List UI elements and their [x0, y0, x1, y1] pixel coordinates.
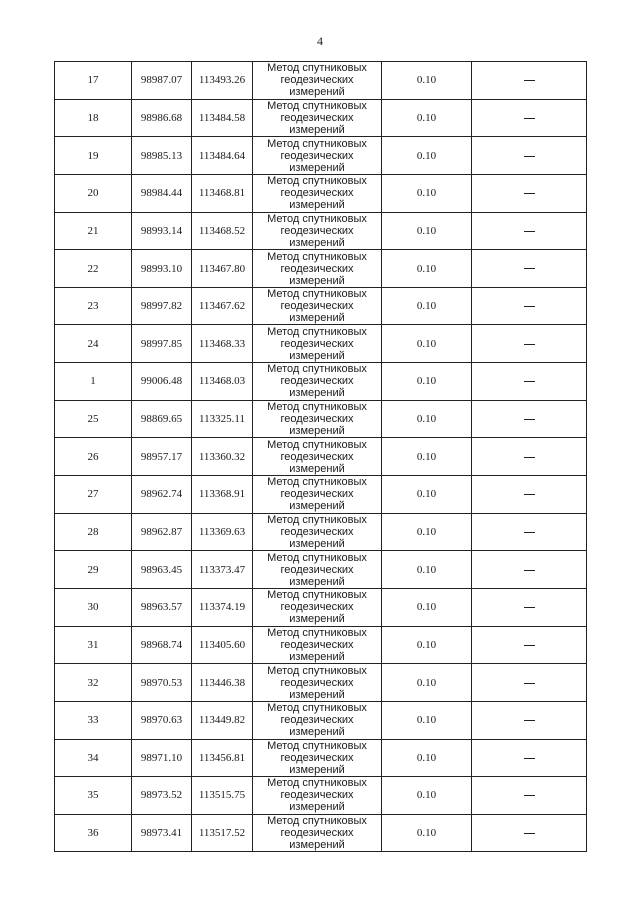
method-cell: [253, 664, 382, 702]
method-line-1: Метод спутниковых: [267, 551, 367, 564]
accuracy-cell: 0.10: [382, 99, 472, 137]
method-line-2: геодезических измерений: [280, 375, 354, 400]
table-row: [55, 287, 587, 325]
method-line-2: геодезических измерений: [280, 563, 354, 588]
accuracy-cell: 0.10: [382, 250, 472, 288]
method-line-2: геодезических измерений: [280, 413, 354, 438]
note-cell: [472, 513, 587, 551]
method-line-2: геодезических измерений: [280, 187, 354, 212]
x-coordinate-cell: 98993.10: [132, 250, 192, 288]
note-cell: [472, 212, 587, 250]
point-number-cell: 34: [55, 739, 132, 777]
method-line-2: геодезических измерений: [280, 300, 354, 325]
y-coordinate-cell: 113468.33: [192, 325, 253, 363]
accuracy-cell: 0.10: [382, 287, 472, 325]
note-cell: [472, 777, 587, 815]
dash-mark: [524, 80, 535, 81]
dash-mark: [524, 607, 535, 608]
method-cell: [253, 777, 382, 815]
point-number-cell: 23: [55, 287, 132, 325]
method-line-2: геодезических измерений: [280, 337, 354, 362]
coordinates-table-body: [55, 62, 587, 852]
method-line-1: Метод спутниковых: [267, 325, 367, 338]
method-line-1: Метод спутниковых: [267, 626, 367, 639]
dash-mark: [524, 381, 535, 382]
point-number-cell: 33: [55, 701, 132, 739]
accuracy-cell: 0.10: [382, 325, 472, 363]
accuracy-cell: 0.10: [382, 363, 472, 401]
method-line-2: геодезических измерений: [280, 827, 354, 852]
accuracy-cell: 0.10: [382, 513, 472, 551]
x-coordinate-cell: 98987.07: [132, 62, 192, 100]
method-cell: [253, 99, 382, 137]
dash-mark: [524, 118, 535, 119]
note-cell: [472, 739, 587, 777]
method-line-1: Метод спутниковых: [267, 212, 367, 225]
dash-mark: [524, 268, 535, 269]
x-coordinate-cell: 98997.85: [132, 325, 192, 363]
method-line-1: Метод спутниковых: [267, 702, 367, 715]
x-coordinate-cell: 98985.13: [132, 137, 192, 175]
dash-mark: [524, 156, 535, 157]
method-cell: [253, 287, 382, 325]
method-line-1: Метод спутниковых: [267, 777, 367, 790]
note-cell: [472, 438, 587, 476]
x-coordinate-cell: 98997.82: [132, 287, 192, 325]
point-number-cell: 35: [55, 777, 132, 815]
method-cell: [253, 814, 382, 852]
x-coordinate-cell: 98986.68: [132, 99, 192, 137]
table-row: [55, 588, 587, 626]
dash-mark: [524, 494, 535, 495]
note-cell: [472, 476, 587, 514]
accuracy-cell: 0.10: [382, 400, 472, 438]
y-coordinate-cell: 113484.64: [192, 137, 253, 175]
method-cell: [253, 701, 382, 739]
dash-mark: [524, 344, 535, 345]
note-cell: [472, 287, 587, 325]
table-row: [55, 137, 587, 175]
x-coordinate-cell: 98963.45: [132, 551, 192, 589]
method-line-2: геодезических измерений: [280, 224, 354, 249]
point-number-cell: 17: [55, 62, 132, 100]
accuracy-cell: 0.10: [382, 664, 472, 702]
note-cell: [472, 62, 587, 100]
y-coordinate-cell: 113325.11: [192, 400, 253, 438]
table-row: [55, 212, 587, 250]
table-row: [55, 739, 587, 777]
method-line-2: геодезических измерений: [280, 262, 354, 287]
method-line-2: геодезических измерений: [280, 638, 354, 663]
table-row: [55, 62, 587, 100]
method-cell: [253, 588, 382, 626]
method-cell: [253, 62, 382, 100]
method-cell: [253, 250, 382, 288]
accuracy-cell: 0.10: [382, 701, 472, 739]
method-line-2: геодезических измерений: [280, 111, 354, 136]
y-coordinate-cell: 113446.38: [192, 664, 253, 702]
x-coordinate-cell: 98984.44: [132, 174, 192, 212]
method-line-1: Метод спутниковых: [267, 589, 367, 602]
accuracy-cell: 0.10: [382, 814, 472, 852]
x-coordinate-cell: 98993.14: [132, 212, 192, 250]
method-cell: [253, 513, 382, 551]
dash-mark: [524, 193, 535, 194]
page-number: 4: [317, 34, 323, 48]
table-row: [55, 476, 587, 514]
method-line-1: Метод спутниковых: [267, 288, 367, 301]
point-number-cell: 20: [55, 174, 132, 212]
note-cell: [472, 325, 587, 363]
y-coordinate-cell: 113373.47: [192, 551, 253, 589]
point-number-cell: 25: [55, 400, 132, 438]
method-line-1: Метод спутниковых: [267, 99, 367, 112]
y-coordinate-cell: 113467.62: [192, 287, 253, 325]
method-cell: [253, 626, 382, 664]
method-line-1: Метод спутниковых: [267, 137, 367, 150]
dash-mark: [524, 419, 535, 420]
note-cell: [472, 664, 587, 702]
x-coordinate-cell: 98869.65: [132, 400, 192, 438]
point-number-cell: 29: [55, 551, 132, 589]
point-number-cell: 36: [55, 814, 132, 852]
table-row: [55, 626, 587, 664]
x-coordinate-cell: 98957.17: [132, 438, 192, 476]
method-line-2: геодезических измерений: [280, 149, 354, 174]
x-coordinate-cell: 98968.74: [132, 626, 192, 664]
accuracy-cell: 0.10: [382, 62, 472, 100]
y-coordinate-cell: 113515.75: [192, 777, 253, 815]
table-row: [55, 250, 587, 288]
method-line-1: Метод спутниковых: [267, 739, 367, 752]
point-number-cell: 30: [55, 588, 132, 626]
y-coordinate-cell: 113374.19: [192, 588, 253, 626]
accuracy-cell: 0.10: [382, 588, 472, 626]
point-number-cell: 27: [55, 476, 132, 514]
method-cell: [253, 476, 382, 514]
table-row: [55, 438, 587, 476]
method-line-1: Метод спутниковых: [267, 815, 367, 828]
point-number-cell: 28: [55, 513, 132, 551]
point-number-cell: 1: [55, 363, 132, 401]
point-number-cell: 24: [55, 325, 132, 363]
accuracy-cell: 0.10: [382, 739, 472, 777]
note-cell: [472, 551, 587, 589]
method-line-1: Метод спутниковых: [267, 175, 367, 188]
method-cell: [253, 325, 382, 363]
method-line-1: Метод спутниковых: [267, 476, 367, 489]
y-coordinate-cell: 113467.80: [192, 250, 253, 288]
y-coordinate-cell: 113493.26: [192, 62, 253, 100]
accuracy-cell: 0.10: [382, 137, 472, 175]
accuracy-cell: 0.10: [382, 212, 472, 250]
x-coordinate-cell: 98971.10: [132, 739, 192, 777]
dash-mark: [524, 758, 535, 759]
table-row: [55, 814, 587, 852]
x-coordinate-cell: 99006.48: [132, 363, 192, 401]
point-number-cell: 31: [55, 626, 132, 664]
dash-mark: [524, 683, 535, 684]
y-coordinate-cell: 113368.91: [192, 476, 253, 514]
coordinates-table: [54, 61, 587, 852]
method-line-2: геодезических измерений: [280, 714, 354, 739]
method-cell: [253, 551, 382, 589]
method-line-2: геодезических измерений: [280, 74, 354, 99]
accuracy-cell: 0.10: [382, 551, 472, 589]
y-coordinate-cell: 113468.81: [192, 174, 253, 212]
accuracy-cell: 0.10: [382, 438, 472, 476]
table-row: [55, 99, 587, 137]
point-number-cell: 19: [55, 137, 132, 175]
point-number-cell: 22: [55, 250, 132, 288]
point-number-cell: 26: [55, 438, 132, 476]
method-line-1: Метод спутниковых: [267, 664, 367, 677]
method-line-2: геодезических измерений: [280, 450, 354, 475]
note-cell: [472, 626, 587, 664]
dash-mark: [524, 306, 535, 307]
x-coordinate-cell: 98973.41: [132, 814, 192, 852]
y-coordinate-cell: 113468.03: [192, 363, 253, 401]
note-cell: [472, 174, 587, 212]
table-row: [55, 363, 587, 401]
method-cell: [253, 363, 382, 401]
y-coordinate-cell: 113449.82: [192, 701, 253, 739]
method-line-2: геодезических измерений: [280, 676, 354, 701]
dash-mark: [524, 231, 535, 232]
x-coordinate-cell: 98962.74: [132, 476, 192, 514]
note-cell: [472, 400, 587, 438]
method-cell: [253, 174, 382, 212]
table-row: [55, 777, 587, 815]
method-line-1: Метод спутниковых: [267, 514, 367, 526]
method-line-2: геодезических измерений: [280, 789, 354, 814]
method-line-1: Метод спутниковых: [267, 438, 367, 451]
x-coordinate-cell: 98970.53: [132, 664, 192, 702]
method-line-1: Метод спутниковых: [267, 62, 367, 75]
point-number-cell: 18: [55, 99, 132, 137]
method-line-1: Метод спутниковых: [267, 250, 367, 263]
accuracy-cell: 0.10: [382, 777, 472, 815]
note-cell: [472, 137, 587, 175]
y-coordinate-cell: 113405.60: [192, 626, 253, 664]
point-number-cell: 32: [55, 664, 132, 702]
point-number-cell: 21: [55, 212, 132, 250]
method-line-1: Метод спутниковых: [267, 363, 367, 376]
table-row: [55, 400, 587, 438]
note-cell: [472, 250, 587, 288]
method-cell: [253, 400, 382, 438]
accuracy-cell: 0.10: [382, 476, 472, 514]
note-cell: [472, 99, 587, 137]
y-coordinate-cell: 113360.32: [192, 438, 253, 476]
dash-mark: [524, 570, 535, 571]
method-cell: [253, 438, 382, 476]
x-coordinate-cell: 98970.63: [132, 701, 192, 739]
table-row: [55, 174, 587, 212]
note-cell: [472, 588, 587, 626]
accuracy-cell: 0.10: [382, 174, 472, 212]
dash-mark: [524, 457, 535, 458]
y-coordinate-cell: 113517.52: [192, 814, 253, 852]
y-coordinate-cell: 113456.81: [192, 739, 253, 777]
method-cell: [253, 212, 382, 250]
x-coordinate-cell: 98963.57: [132, 588, 192, 626]
x-coordinate-cell: 98973.52: [132, 777, 192, 815]
table-row: [55, 701, 587, 739]
method-cell: [253, 739, 382, 777]
method-cell: [253, 137, 382, 175]
table-row: [55, 551, 587, 589]
method-line-2: геодезических измерений: [280, 526, 354, 550]
dash-mark: [524, 795, 535, 796]
accuracy-cell: 0.10: [382, 626, 472, 664]
table-row: [55, 513, 587, 551]
note-cell: [472, 363, 587, 401]
method-line-2: геодезических измерений: [280, 601, 354, 626]
method-line-2: геодезических измерений: [280, 488, 354, 513]
dash-mark: [524, 833, 535, 834]
y-coordinate-cell: 113484.58: [192, 99, 253, 137]
dash-mark: [524, 532, 535, 533]
dash-mark: [524, 720, 535, 721]
table-row: [55, 325, 587, 363]
method-line-1: Метод спутниковых: [267, 401, 367, 414]
y-coordinate-cell: 113468.52: [192, 212, 253, 250]
x-coordinate-cell: 98962.87: [132, 513, 192, 551]
dash-mark: [524, 645, 535, 646]
note-cell: [472, 814, 587, 852]
note-cell: [472, 701, 587, 739]
table-row: [55, 664, 587, 702]
method-line-2: геодезических измерений: [280, 751, 354, 776]
y-coordinate-cell: 113369.63: [192, 513, 253, 551]
